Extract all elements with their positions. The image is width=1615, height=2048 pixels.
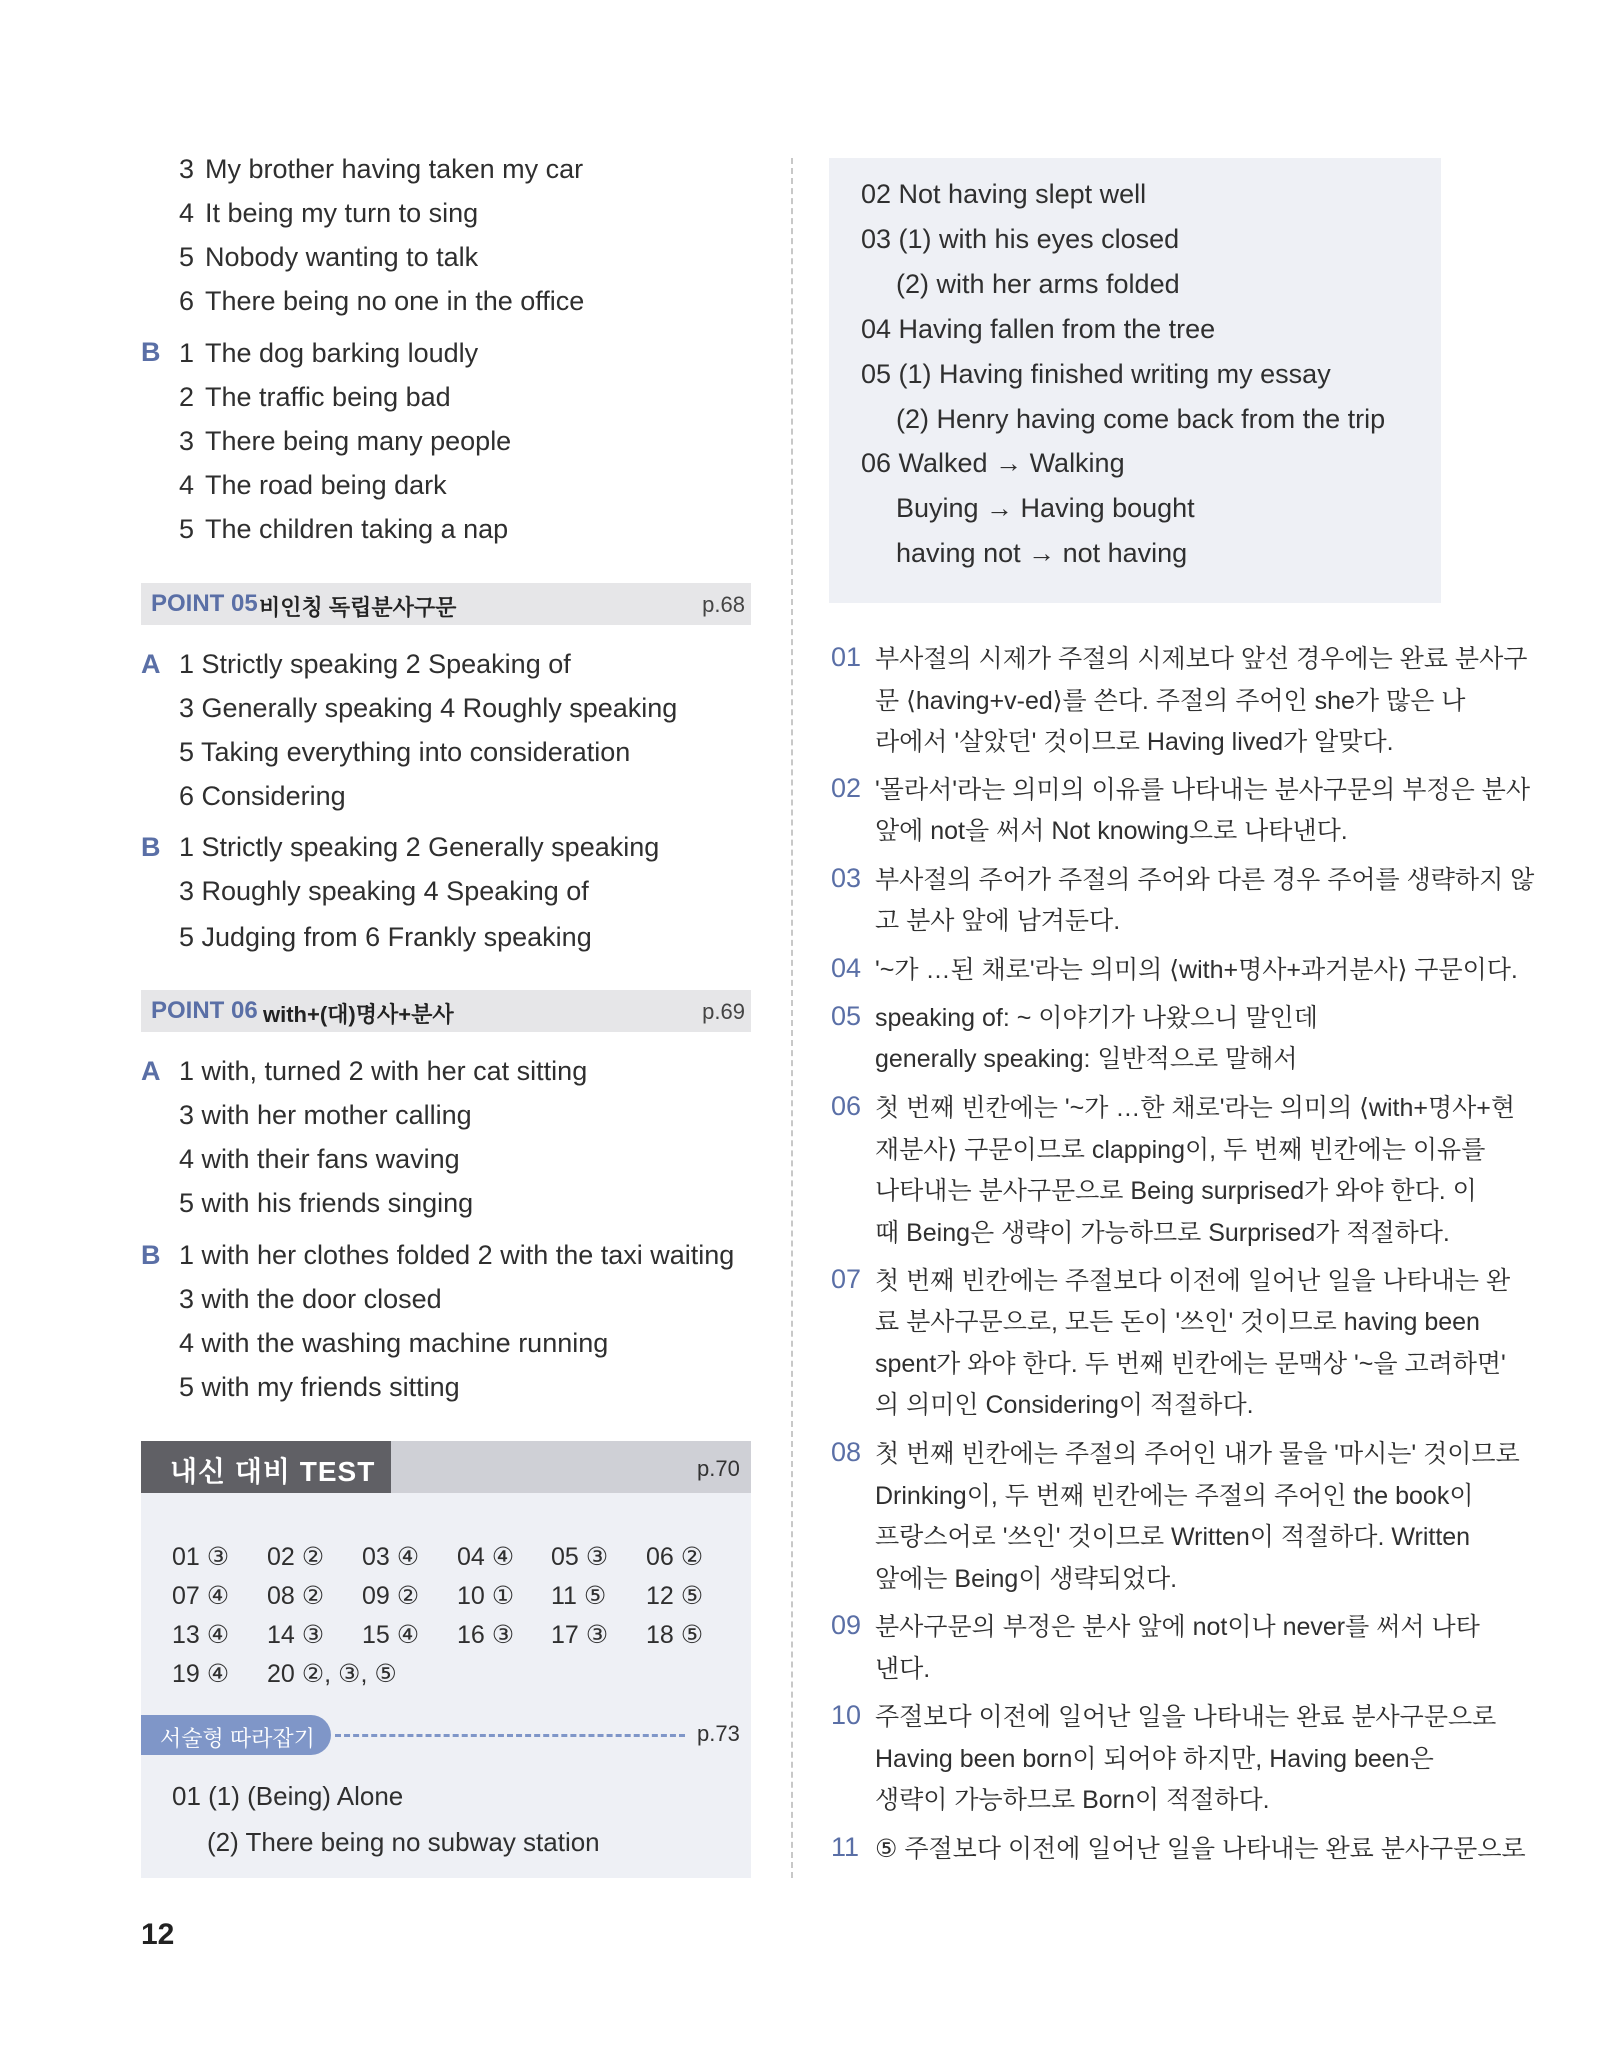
explanation-line: '~가 …된 채로'라는 의미의 ⟨with+명사+과거분사⟩ 구문이다. <box>875 956 1518 984</box>
explanation-line: 분사구문의 부정은 분사 앞에 not이나 never를 써서 나타 <box>875 1613 1480 1641</box>
list-item: 02 Not having slept well <box>861 179 1147 209</box>
section-label-a: A <box>141 649 161 679</box>
answer-cell: 10 ① <box>457 1582 515 1610</box>
answer-cell: 04 ④ <box>457 1543 515 1571</box>
list-item: 5 The children taking a nap <box>179 514 509 544</box>
explanation-line: 라에서 '살았던' 것이므로 Having lived가 알맞다. <box>875 728 1394 756</box>
explanation-line: '몰라서'라는 의미의 이유를 나타내는 분사구문의 부정은 분사 <box>875 776 1530 804</box>
answer-cell: 05 ③ <box>551 1543 609 1571</box>
test-title: 내신 대비 TEST <box>170 1456 376 1487</box>
explanation-line: Having been born이 되어야 하지만, Having been은 <box>875 1745 1434 1773</box>
explanation-line: 료 분사구문으로, 모든 돈이 '쓰인' 것이므로 having been <box>875 1308 1480 1336</box>
explanation-line: ⑤ 주절보다 이전에 일어난 일을 나타내는 완료 분사구문으로 <box>875 1835 1526 1863</box>
list-item: 3 My brother having taken my car <box>179 154 584 184</box>
explanation-line: 부사절의 주어가 주절의 주어와 다른 경우 주어를 생략하지 않 <box>875 866 1535 894</box>
explanation-number: 07 <box>831 1264 862 1294</box>
section-label-a: A <box>141 1056 161 1086</box>
point-title: 비인칭 독립분사구문 <box>259 595 457 620</box>
list-item: having not → not having <box>896 538 1188 568</box>
explanation-line: 문 ⟨having+v-ed⟩를 쓴다. 주절의 주어인 she가 많은 나 <box>875 687 1466 715</box>
list-item: 06 Walked → Walking <box>861 448 1125 478</box>
answer-cell: 11 ⑤ <box>551 1582 607 1610</box>
explanation-line: 프랑스어로 '쓰인' 것이므로 Written이 적절하다. Written <box>875 1523 1471 1551</box>
explanation-line: 고 분사 앞에 남겨둔다. <box>875 907 1121 935</box>
explanation-number: 05 <box>831 1001 862 1031</box>
point-label: POINT 06 <box>151 997 258 1024</box>
writing-answer: (2) There being no subway station <box>207 1827 600 1857</box>
answer-cell: 09 ② <box>362 1582 420 1610</box>
answer-cell: 14 ③ <box>267 1621 325 1649</box>
answer-cell: 17 ③ <box>551 1621 609 1649</box>
list-item: 6 Considering <box>179 781 346 811</box>
explanation-line: 때 Being은 생략이 가능하므로 Surprised가 적절하다. <box>875 1219 1450 1247</box>
explanation-number: 04 <box>831 953 862 983</box>
explanation-line: 부사절의 시제가 주절의 시제보다 앞선 경우에는 완료 분사구 <box>875 645 1528 673</box>
answer-cell: 03 ④ <box>362 1543 420 1571</box>
answer-cell: 15 ④ <box>362 1621 420 1649</box>
list-item: (2) Henry having come back from the trip <box>896 404 1386 434</box>
explanation-number: 08 <box>831 1437 862 1467</box>
explanation-line: spent가 와야 한다. 두 번째 빈칸에는 문맥상 '~을 고려하면' <box>875 1350 1506 1378</box>
explanation-line: 재분사⟩ 구문이므로 clapping이, 두 번째 빈칸에는 이유를 <box>875 1136 1486 1164</box>
column-divider <box>791 158 793 1878</box>
list-item: 5 with my friends sitting <box>179 1372 460 1402</box>
list-item: 3 with the door closed <box>179 1284 442 1314</box>
list-item: 1 Strictly speaking 2 Generally speaking <box>179 832 660 862</box>
answer-cell: 16 ③ <box>457 1621 515 1649</box>
explanation-number: 01 <box>831 642 862 672</box>
list-item: 5 Taking everything into consideration <box>179 737 631 767</box>
point-page: p.69 <box>702 999 745 1024</box>
section-label-b: B <box>141 337 161 367</box>
explanation-number: 06 <box>831 1091 862 1121</box>
writing-answer: 01 (1) (Being) Alone <box>172 1781 404 1811</box>
list-item: 04 Having fallen from the tree <box>861 314 1216 344</box>
explanation-line: 나타내는 분사구문으로 Being surprised가 와야 한다. 이 <box>875 1177 1477 1205</box>
point-page: p.68 <box>702 592 745 617</box>
explanation-line: 앞에는 Being이 생략되었다. <box>875 1565 1178 1593</box>
list-item: 1 Strictly speaking 2 Speaking of <box>179 649 571 679</box>
point-title: with+(대)명사+분사 <box>263 1002 454 1027</box>
dashed-rule <box>335 1734 685 1737</box>
list-item: 3 There being many people <box>179 426 512 456</box>
list-item: 3 Roughly speaking 4 Speaking of <box>179 876 589 906</box>
test-page: p.70 <box>697 1456 740 1481</box>
point05-header <box>141 583 751 625</box>
list-item: 3 Generally speaking 4 Roughly speaking <box>179 693 678 723</box>
point-label: POINT 05 <box>151 590 258 617</box>
list-item: 03 (1) with his eyes closed <box>861 224 1180 254</box>
answer-cell: 08 ② <box>267 1582 325 1610</box>
list-item: 5 Judging from 6 Frankly speaking <box>179 922 592 952</box>
list-item: 4 with the washing machine running <box>179 1328 609 1358</box>
explanation-number: 09 <box>831 1610 862 1640</box>
list-item: 4 with their fans waving <box>179 1144 460 1174</box>
list-item: 5 with his friends singing <box>179 1188 474 1218</box>
answer-cell: 19 ④ <box>172 1660 230 1688</box>
section-label-b: B <box>141 832 161 862</box>
explanation-number: 03 <box>831 863 862 893</box>
explanation-number: 02 <box>831 773 862 803</box>
answer-cell: 01 ③ <box>172 1543 230 1571</box>
explanation-number: 10 <box>831 1700 862 1730</box>
explanation-line: 첫 번째 빈칸에는 주절보다 이전에 일어난 일을 나타내는 완 <box>875 1267 1511 1295</box>
page-number: 12 <box>141 1918 175 1951</box>
list-item: 1 with, turned 2 with her cat sitting <box>179 1056 588 1086</box>
explanation-line: Drinking이, 두 번째 빈칸에는 주절의 주어인 the book이 <box>875 1482 1474 1510</box>
list-item: 6 There being no one in the office <box>179 286 585 316</box>
list-item: 4 The road being dark <box>179 470 447 500</box>
list-item: (2) with her arms folded <box>896 269 1180 299</box>
explanation-line: generally speaking: 일반적으로 말해서 <box>875 1045 1298 1073</box>
point06-header <box>141 990 751 1032</box>
writing-label: 서술형 따라잡기 <box>160 1726 315 1751</box>
answer-cell: 07 ④ <box>172 1582 230 1610</box>
list-item: 2 The traffic being bad <box>179 382 451 412</box>
answer-cell: 18 ⑤ <box>646 1621 704 1649</box>
list-item: 5 Nobody wanting to talk <box>179 242 479 272</box>
explanation-number: 11 <box>831 1832 860 1862</box>
list-item: 1 with her clothes folded 2 with the taxi waiting <box>179 1240 735 1270</box>
writing-page: p.73 <box>697 1721 740 1746</box>
list-item: 05 (1) Having finished writing my essay <box>861 359 1331 389</box>
explanation-line: 첫 번째 빈칸에는 '~가 …한 채로'라는 의미의 ⟨with+명사+현 <box>875 1094 1516 1122</box>
list-item: 4 It being my turn to sing <box>179 198 479 228</box>
section-label-b: B <box>141 1240 161 1270</box>
list-item: 1 The dog barking loudly <box>179 338 479 368</box>
answer-cell: 06 ② <box>646 1543 704 1571</box>
explanation-line: 의 의미인 Considering이 적절하다. <box>875 1391 1254 1419</box>
explanation-line: 앞에 not을 써서 Not knowing으로 나타낸다. <box>875 817 1348 845</box>
answer-cell: 12 ⑤ <box>646 1582 704 1610</box>
explanation-line: 주절보다 이전에 일어난 일을 나타내는 완료 분사구문으로 <box>875 1703 1497 1731</box>
list-item: 3 with her mother calling <box>179 1100 472 1130</box>
explanation-line: 낸다. <box>875 1655 931 1683</box>
answer-cell: 13 ④ <box>172 1621 230 1649</box>
explanation-line: 생략이 가능하므로 Born이 적절하다. <box>875 1786 1270 1814</box>
list-item: Buying → Having bought <box>896 493 1195 523</box>
answer-cell: 02 ② <box>267 1543 325 1571</box>
explanation-line: 첫 번째 빈칸에는 주절의 주어인 내가 물을 '마시는' 것이므로 <box>875 1440 1520 1468</box>
explanation-line: speaking of: ~ 이야기가 나왔으니 말인데 <box>875 1004 1318 1032</box>
answer-cell: 20 ②, ③, ⑤ <box>267 1660 397 1688</box>
